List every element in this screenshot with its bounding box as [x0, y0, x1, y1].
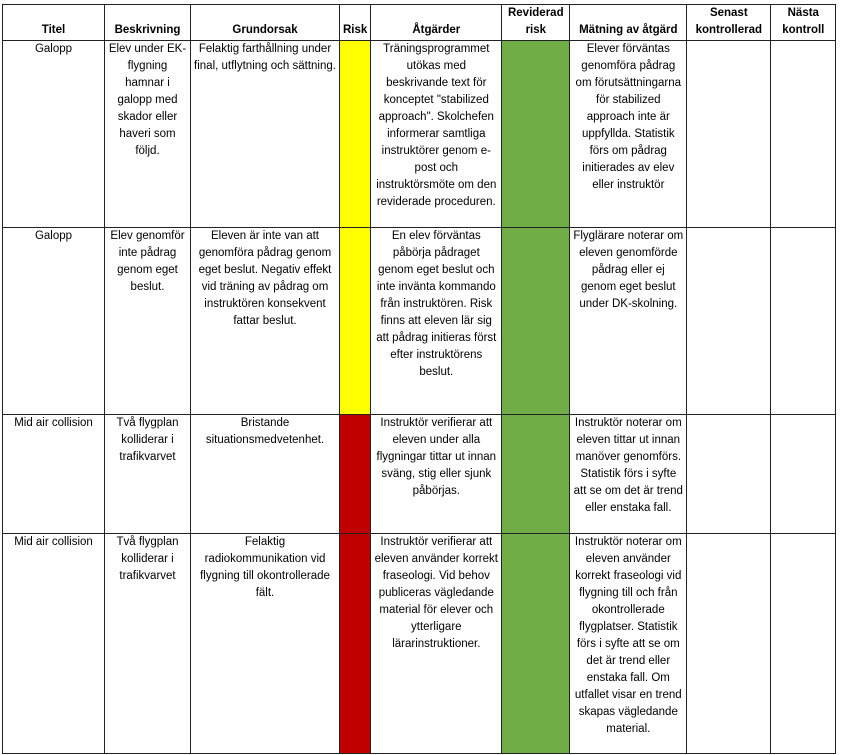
header-titel: Titel	[3, 5, 105, 41]
cell-nasta-kontroll	[771, 534, 836, 754]
cell-senast-kontrollerad	[687, 228, 771, 415]
risk-indicator	[340, 534, 371, 754]
header-nasta-kontroll: Nästa kontroll	[771, 5, 836, 41]
cell-grundorsak: Felaktig radiokommunikation vid flygning till okontrollerade fält.	[191, 534, 340, 754]
cell-titel: Galopp	[3, 228, 105, 415]
table-row	[3, 41, 836, 228]
cell-grundorsak: Felaktig farthållning under final, utflytning och sättning.	[191, 41, 340, 228]
header-atgarder: Åtgärder	[371, 5, 502, 41]
cell-nasta-kontroll	[771, 228, 836, 415]
table-row	[3, 228, 836, 415]
header-grundorsak: Grundorsak	[191, 5, 340, 41]
cell-titel: Mid air collision	[3, 534, 105, 754]
cell-matning: Elever förväntas genomföra pådrag om förutsättningarna för stabilized approach inte är uppfyllda. Statistik förs om pådrag initierades av elev eller instruktör	[570, 41, 687, 228]
header-row	[3, 5, 836, 41]
header-matning: Mätning av åtgärd	[570, 5, 687, 41]
cell-senast-kontrollerad	[687, 41, 771, 228]
table-row	[3, 415, 836, 534]
revised-risk-indicator	[502, 228, 570, 415]
cell-grundorsak: Bristande situationsmedvetenhet.	[191, 415, 340, 534]
risk-indicator	[340, 41, 371, 228]
cell-atgarder: Instruktör verifierar att eleven under alla flygningar tittar ut innan sväng, stig eller sjunk påbörjas.	[371, 415, 502, 534]
cell-atgarder: Träningsprogrammet utökas med beskrivande text för konceptet "stabilized approach". Skolchefen informerar samtliga instruktörer genom e-post och instruktörsmöte om den reviderade proceduren.	[371, 41, 502, 228]
cell-beskrivning: Två flygplan kolliderar i trafikvarvet	[105, 415, 191, 534]
cell-nasta-kontroll	[771, 415, 836, 534]
revised-risk-indicator	[502, 41, 570, 228]
cell-nasta-kontroll	[771, 41, 836, 228]
revised-risk-indicator	[502, 534, 570, 754]
cell-atgarder: Instruktör verifierar att eleven använder korrekt fraseologi. Vid behov publiceras vägledande material för elever och ytterligare lärarinstruktioner.	[371, 534, 502, 754]
revised-risk-indicator	[502, 415, 570, 534]
header-beskrivning: Beskrivning	[105, 5, 191, 41]
cell-beskrivning: Två flygplan kolliderar i trafikvarvet	[105, 534, 191, 754]
risk-indicator	[340, 415, 371, 534]
cell-senast-kontrollerad	[687, 415, 771, 534]
cell-matning: Instruktör noterar om eleven tittar ut innan manöver genomförs. Statistik förs i syfte att se om det är trend eller enstaka fall.	[570, 415, 687, 534]
cell-titel: Mid air collision	[3, 415, 105, 534]
header-reviderad-risk: Reviderad risk	[502, 5, 570, 41]
cell-beskrivning: Elev under EK-flygning hamnar i galopp med skador eller haveri som följd.	[105, 41, 191, 228]
cell-grundorsak: Eleven är inte van att genomföra pådrag genom eget beslut. Negativ effekt vid träning av pådrag om instruktören konsekvent fattar beslut.	[191, 228, 340, 415]
cell-matning: Flyglärare noterar om eleven genomförde pådrag eller ej genom eget beslut under DK-skolning.	[570, 228, 687, 415]
cell-matning: Instruktör noterar om eleven använder korrekt fraseologi vid flygning till och från okontrollerade flygplatser. Statistik förs i syfte att se om det är trend eller enstaka fall. Om utfallet visar en trend skapas vägledande material.	[570, 534, 687, 754]
cell-titel: Galopp	[3, 41, 105, 228]
risk-table	[2, 4, 836, 754]
table-row	[3, 534, 836, 754]
cell-beskrivning: Elev genomför inte pådrag genom eget beslut.	[105, 228, 191, 415]
cell-senast-kontrollerad	[687, 534, 771, 754]
cell-atgarder: En elev förväntas påbörja pådraget genom eget beslut och inte invänta kommando från instruktören. Risk finns att eleven lär sig att pådrag initieras först efter instruktörens beslut.	[371, 228, 502, 415]
risk-indicator	[340, 228, 371, 415]
header-senast-kontrollerad: Senast kontrollerad	[687, 5, 771, 41]
header-risk: Risk	[340, 5, 371, 41]
